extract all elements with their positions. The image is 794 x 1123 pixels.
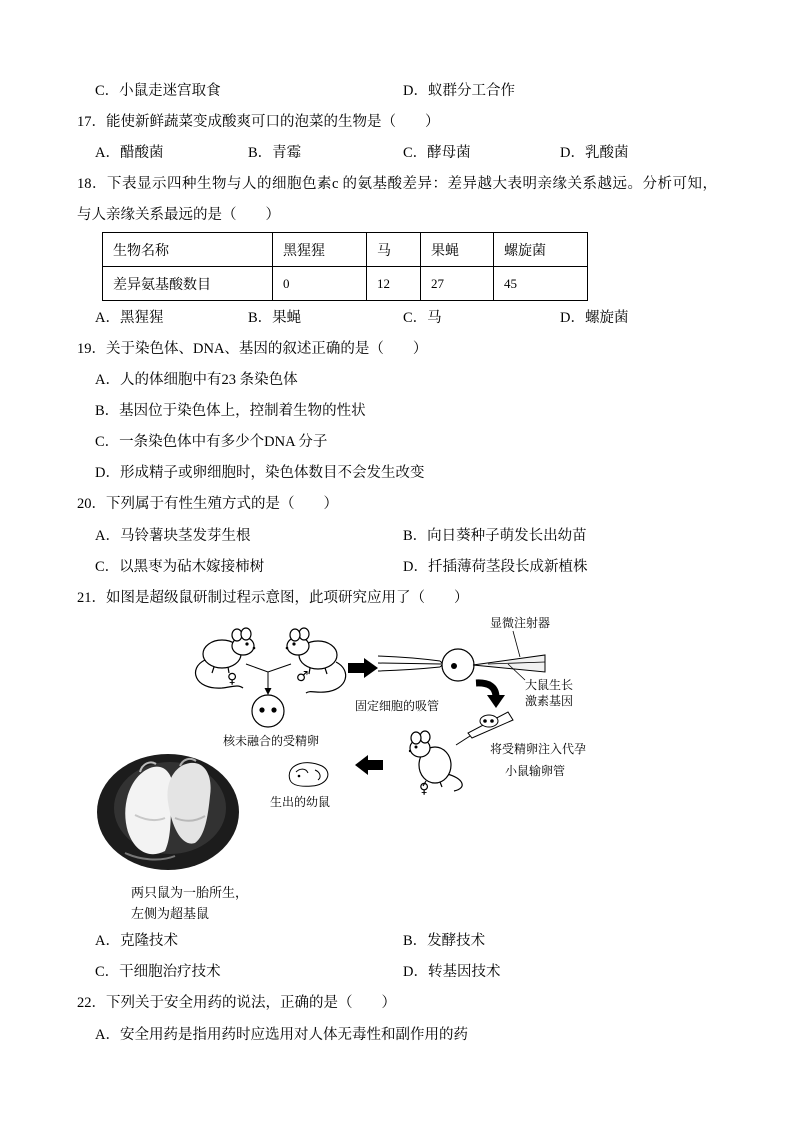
- q18-stem-line-1: 18．下表显示四种生物与人的细胞色素c 的氨基酸差异：差异越大表明亲缘关系越远。分析可知，: [77, 176, 717, 192]
- table-cell: 27: [421, 267, 494, 301]
- gene-label-line-2: 激素基因: [525, 694, 574, 708]
- q16-option-c: C．小鼠走迷宫取食: [95, 83, 221, 99]
- table-cell: 差异氨基酸数目: [103, 267, 273, 301]
- inject-label-line-1: 将受精卵注入代孕: [490, 742, 587, 756]
- surrogate-mother-mouse: [409, 731, 462, 791]
- q20-option-d: D．扦插薄荷茎段长成新植株: [403, 559, 588, 575]
- table-cell: 0: [273, 267, 367, 301]
- amino-acid-difference-table: [102, 232, 588, 301]
- q17-option-d: D．乳酸菌: [560, 145, 629, 161]
- inject-label-line-2: 小鼠输卵管: [505, 764, 566, 778]
- female-symbol: ♀: [227, 671, 238, 687]
- table-header-cell: 生物名称: [103, 233, 273, 267]
- photo-caption-line-2: 左侧为超基鼠: [131, 907, 210, 922]
- q19-stem: 19．关于染色体、DNA、基因的叙述正确的是（ ）: [77, 341, 428, 357]
- q21-option-b: B．发酵技术: [403, 933, 486, 949]
- q18-stem-line-2: 与人亲缘关系最远的是（ ）: [77, 207, 280, 223]
- surrogate-injection-pipette: [456, 712, 513, 745]
- q17-option-a: A．醋酸菌: [95, 145, 164, 161]
- offspring-label: 生出的幼鼠: [270, 795, 331, 809]
- pipette-label: 固定细胞的吸管: [355, 699, 440, 713]
- q16-option-d: D．蚁群分工合作: [403, 83, 515, 99]
- female-parent-mouse: [196, 628, 256, 688]
- q18-option-c: C．马: [403, 310, 442, 326]
- q19-option-c: C．一条染色体中有多少个DNA 分子: [95, 434, 328, 450]
- newborn-pup: [289, 763, 328, 787]
- holding-pipette: [378, 656, 442, 671]
- table-header-cell: 果蝇: [421, 233, 494, 267]
- table-header-row: [103, 233, 588, 267]
- fertilized-egg: [442, 649, 474, 681]
- table-header-cell: 螺旋菌: [494, 233, 588, 267]
- q20-option-c: C．以黑枣为砧木嫁接柿树: [95, 559, 265, 575]
- q18-option-a: A．黑猩猩: [95, 310, 164, 326]
- microinjector-label: 显微注射器: [490, 616, 551, 630]
- table-header-cell: 马: [367, 233, 421, 267]
- photo-caption-line-1: 两只鼠为一胎所生，: [131, 886, 249, 901]
- q21-stem: 21．如图是超级鼠研制过程示意图，此项研究应用了（ ）: [77, 590, 469, 606]
- q17-stem: 17．能使新鲜蔬菜变成酸爽可口的泡菜的生物是（ ）: [77, 114, 440, 130]
- male-symbol: ♂: [296, 669, 309, 685]
- super-mouse-photo: [97, 754, 239, 870]
- q18-option-d: D．螺旋菌: [560, 310, 629, 326]
- q21-option-c: C．干细胞治疗技术: [95, 964, 221, 980]
- table-cell: 12: [367, 267, 421, 301]
- table-cell: 45: [494, 267, 588, 301]
- arrow-right-icon: [348, 658, 378, 678]
- microinjection-needle: [473, 631, 545, 680]
- curved-arrow-icon: [476, 683, 505, 708]
- q20-option-a: A．马铃薯块茎发芽生根: [95, 528, 251, 544]
- zygote-label: 核未融合的受精卵: [223, 734, 320, 748]
- q22-stem: 22．下列关于安全用药的说法，正确的是（ ）: [77, 995, 396, 1011]
- table-row: [103, 267, 588, 301]
- zygote-cell: [252, 695, 284, 727]
- q17-option-c: C．酵母菌: [403, 145, 471, 161]
- q20-stem: 20．下列属于有性生殖方式的是（ ）: [77, 496, 338, 512]
- q19-option-b: B．基因位于染色体上，控制着生物的性状: [95, 403, 366, 419]
- q21-option-d: D．转基因技术: [403, 964, 501, 980]
- q22-option-a: A．安全用药是指用药时应选用对人体无毒性和副作用的药: [95, 1027, 468, 1043]
- q17-option-b: B．青霉: [248, 145, 302, 161]
- male-parent-mouse: [286, 628, 346, 693]
- arrow-left-icon: [355, 755, 383, 775]
- q18-option-b: B．果蝇: [248, 310, 302, 326]
- q20-option-b: B．向日葵种子萌发长出幼苗: [403, 528, 587, 544]
- gene-label-line-1: 大鼠生长: [525, 678, 574, 692]
- fertilization-connector: [246, 664, 291, 695]
- female-symbol: ♀: [419, 781, 430, 797]
- q21-option-a: A．克隆技术: [95, 933, 178, 949]
- q19-option-a: A．人的体细胞中有23 条染色体: [95, 372, 298, 388]
- table-header-cell: 黑猩猩: [273, 233, 367, 267]
- q19-option-d: D．形成精子或卵细胞时，染色体数目不会发生改变: [95, 465, 425, 481]
- super-mouse-process-diagram: [90, 605, 600, 930]
